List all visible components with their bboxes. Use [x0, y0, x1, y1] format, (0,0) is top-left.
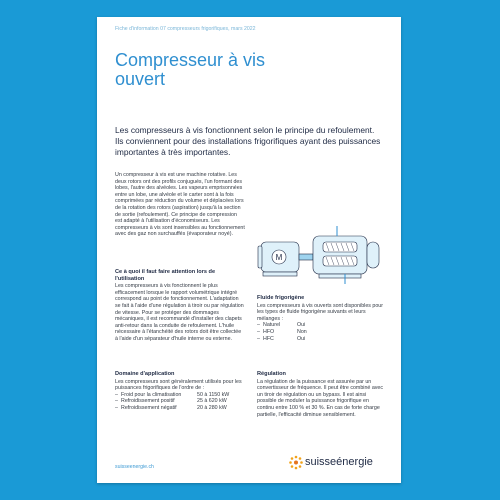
attention-section	[115, 269, 245, 343]
document-meta: Fiche d'information 07 compresseurs frigorifiques, mars 2022	[115, 26, 256, 32]
fluid-heading: Fluide frigorigène	[257, 295, 305, 301]
domain-value: 25 à 620 kW	[197, 398, 227, 405]
fluid-value: Non	[297, 328, 307, 335]
footer-link[interactable]: suisseenergie.ch	[115, 464, 154, 470]
compressor-base	[319, 274, 361, 278]
fluid-name: HFC	[263, 335, 274, 342]
page-title	[115, 51, 375, 89]
motor-base	[263, 272, 297, 276]
fluid-value: Oui	[297, 322, 306, 329]
attention-heading: Ce à quoi il faut faire attention lors de l'utilisation	[115, 269, 216, 282]
domain-section	[115, 371, 245, 412]
datasheet-page	[97, 17, 401, 483]
sun-logo-icon	[287, 453, 305, 471]
row-dash: –	[115, 398, 118, 405]
lead-paragraph: Les compresseurs à vis fonctionnent selon le principe du refoulement. Ils conviennent pour des installations frigorifiques ayant des puissances importantes à très importantes.	[115, 125, 381, 157]
title-line-1: Compresseur à vis	[115, 50, 266, 70]
fluid-row	[257, 336, 385, 343]
rotor-upper	[323, 242, 357, 252]
coupling	[299, 254, 313, 260]
regulation-heading: Régulation	[257, 371, 286, 377]
domain-value: 20 à 280 kW	[197, 404, 227, 411]
fluid-row	[257, 329, 385, 336]
suisseenergie-logo	[287, 453, 387, 473]
compressor-illustration	[249, 212, 399, 292]
domain-name: Refroidissement positif	[121, 398, 175, 405]
regulation-text: La régulation de la puissance est assurée par un convertisseur de fréquence. Il peut être combiné avec un tiroir de régulation ou un bypass. Il est ainsi possible de moduler la puissance frigorifique en continu entre 100 % et 30 %. En cas de forte charge partielle, l'efficacité diminue sensiblement.	[257, 378, 384, 418]
intro-paragraph: Un compresseur à vis est une machine rotative. Les deux rotors ont des profils conjugués, l'un formant des lobes, l'autre des alvéoles. Les vapeurs emprisonnées entre un lobe, une alvéole et le carter sont à la fois comprimées par réduction du volume et déplacées lors de la rotation des rotors (aspiration) jusqu'à la section de sortie (refoulement). Ce principe de compression est adapté à l'utilisation d'économiseurs. Les compresseurs à vis sont insensibles au fonctionnement avec des gaz non surchauffés (évaporateur noyé).	[115, 172, 245, 238]
fluid-text: Les compresseurs à vis ouverts sont disponibles pour les types de fluide frigorigène suivants et leurs mélanges :	[257, 302, 384, 322]
domain-text: Les compresseurs sont généralement utilisés pour les puissances frigorifiques de l'ordre de :	[115, 378, 242, 392]
domain-value: 50 à 1150 kW	[197, 391, 230, 398]
fluid-name: Naturel	[263, 322, 281, 329]
fluid-name: HFO	[263, 328, 275, 335]
domain-row	[115, 392, 245, 399]
compressor-casing	[313, 236, 367, 274]
title-line-2: ouvert	[115, 69, 166, 89]
domain-row	[115, 405, 245, 412]
fluid-value: Oui	[297, 335, 306, 342]
row-dash: –	[115, 404, 118, 411]
domain-name: Froid pour la climatisation	[121, 391, 182, 398]
rotor-lower	[323, 256, 357, 266]
domain-row	[115, 398, 245, 405]
attention-text: Les compresseurs à vis fonctionnent le plus efficacement lorsque le rapport volumétrique intégré correspond au point de fonctionnement. L'adaptation se fait à l'aide d'une régulation à tiroir ou par régulation de vitesse. Pour se protéger des dommages mécaniques, il est recommandé d'installer des clapets anti-retour dans la conduite de refoulement. L'huile nécessaire à l'étanchéité des rotors doit être collectée à l'aide d'un séparateur d'huile interne ou externe.	[115, 283, 244, 342]
row-dash: –	[257, 328, 260, 335]
compressor-end-cap	[367, 242, 379, 268]
regulation-section	[257, 371, 385, 418]
row-dash: –	[257, 335, 260, 342]
fluid-section	[257, 295, 385, 342]
fluid-row	[257, 322, 385, 329]
row-dash: –	[257, 322, 260, 329]
motor-fins	[258, 246, 262, 268]
domain-name: Refroidissement négatif	[121, 404, 177, 411]
motor-symbol-label: M	[275, 253, 283, 262]
domain-heading: Domaine d'application	[115, 371, 175, 377]
row-dash: –	[115, 391, 118, 398]
logo-wordmark: suisseénergie	[305, 456, 373, 468]
